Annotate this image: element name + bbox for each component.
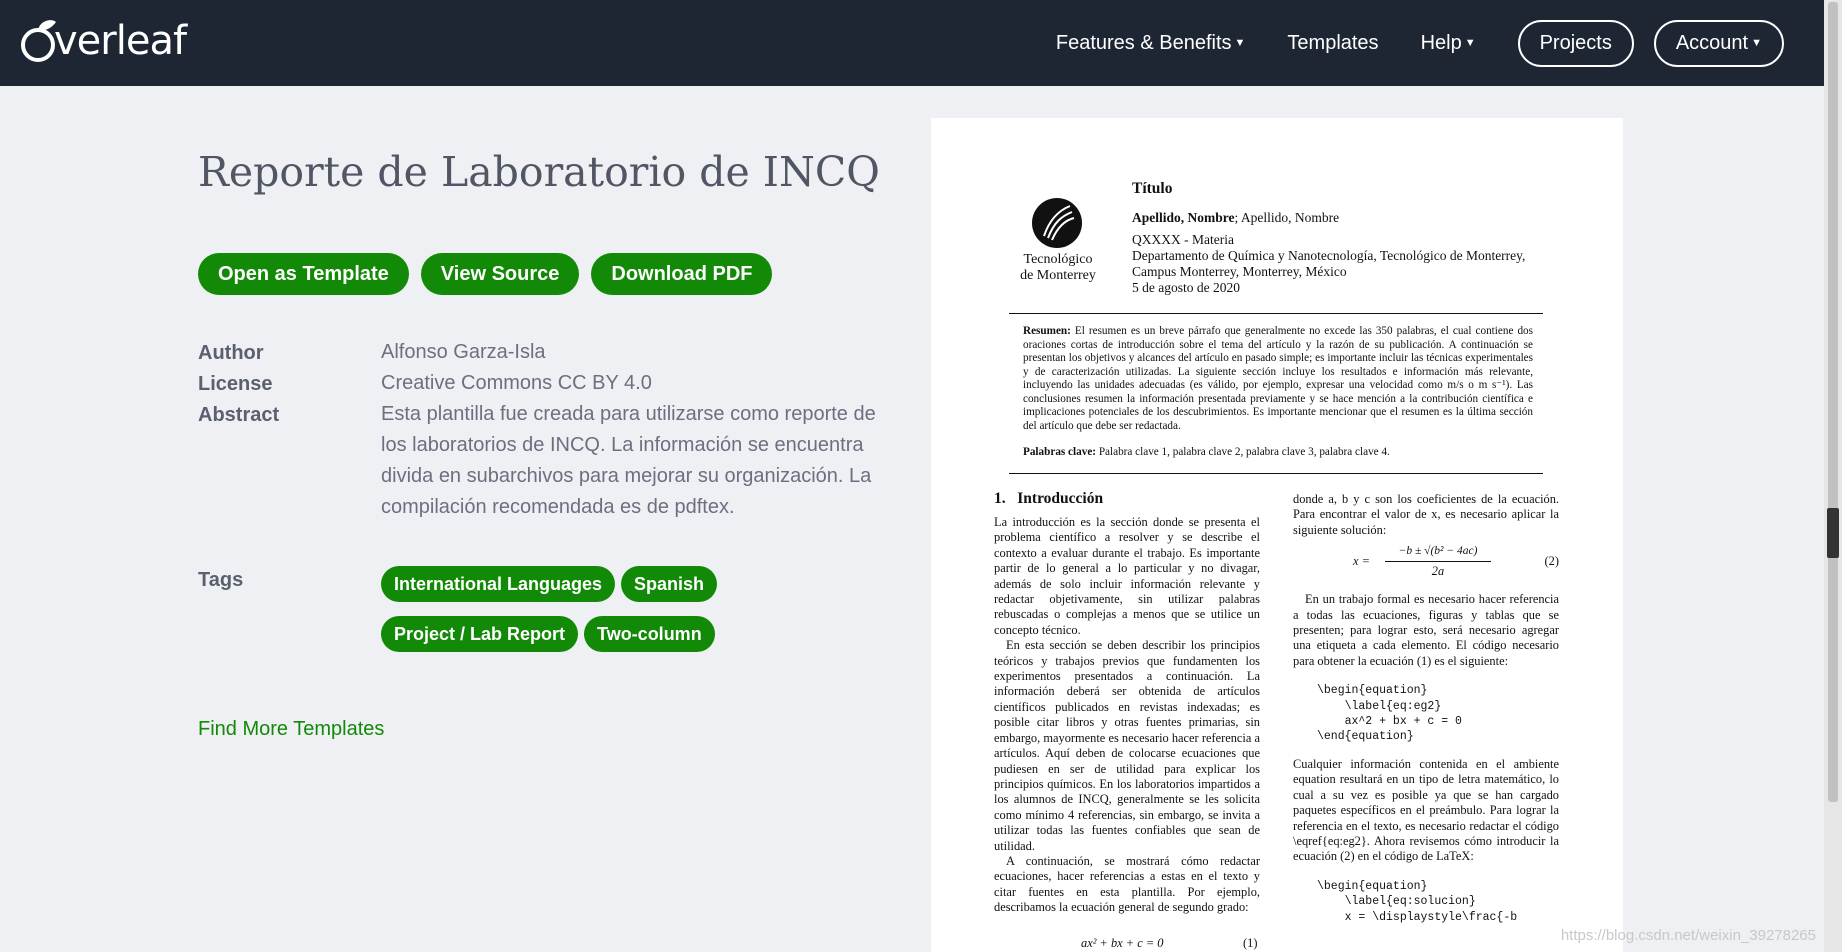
nav-help[interactable] — [1421, 32, 1476, 55]
code-line: \label{eq:solucion} — [1317, 895, 1476, 909]
code-line: \end{equation} — [1317, 730, 1414, 744]
nav-features[interactable] — [1056, 32, 1246, 55]
rule-bottom — [1009, 473, 1543, 474]
view-source-button[interactable]: View Source — [421, 253, 580, 295]
abstract-label: Abstract — [198, 404, 280, 426]
paper-title: Título — [1132, 180, 1173, 197]
tag-international-languages[interactable]: International Languages — [381, 566, 615, 602]
eq2-fraction-bar — [1385, 561, 1491, 562]
license-value: Creative Commons CC BY 4.0 — [381, 372, 652, 394]
page-scrollbar[interactable] — [1824, 0, 1842, 952]
intro-paragraph-1: La introducción es la sección donde se presenta el problema científico a resolver y se describe el contexto a evaluar durante el trabajo. Es importante partir de lo general a lo particular y no divagar, además de solo incluir información relevante y redactar objetivamente, sin utilizar palabras rebuscadas o complejas a menos que se utilice un concepto técnico. — [994, 515, 1260, 637]
code-line: ax^2 + bx + c = 0 — [1317, 715, 1462, 729]
code-line: x = \displaystyle\frac{-b — [1317, 910, 1518, 924]
right-paragraph-1: donde a, b y c son los coeficientes de la ecuación. Para encontrar el valor de x, es necesario aplicar la siguiente solución: — [1293, 492, 1559, 537]
find-more-templates-link[interactable]: Find More Templates — [198, 718, 385, 740]
code-block-2 — [1317, 879, 1559, 925]
dept-line-2: Campus Monterrey, Monterrey, México — [1132, 264, 1347, 279]
tec-logo-icon — [1030, 196, 1084, 250]
overleaf-logo[interactable] — [18, 18, 186, 64]
author-label: Author — [198, 342, 264, 364]
nav-templates[interactable]: Templates — [1287, 31, 1379, 54]
page-title: Reporte de Laboratorio de INCQ — [198, 148, 880, 196]
projects-button[interactable]: Projects — [1518, 20, 1634, 67]
open-as-template-button[interactable]: Open as Template — [198, 253, 409, 295]
paper-authors — [1132, 210, 1339, 226]
account-button[interactable] — [1654, 20, 1784, 67]
equation-2 — [1293, 538, 1559, 592]
authors-rest: ; Apellido, Nombre — [1234, 210, 1340, 225]
keywords-head: Palabras clave: — [1023, 446, 1097, 458]
section-heading — [994, 490, 1103, 508]
eq2-denominator: 2a — [1431, 564, 1445, 579]
left-column — [994, 515, 1260, 916]
leaf-o-icon — [18, 18, 58, 64]
tag-list — [381, 566, 901, 666]
license-label: License — [198, 373, 273, 395]
section-title: Introducción — [1017, 490, 1104, 507]
right-paragraph-3: Cualquier información contenida en el ambiente equation resultará en un tipo de letra matemático, lo cual a su vez es posible ya que se han cargado paquetes específicos en el preámbulo. Para lograr la referencia en el texto, es necesario redactar el código \eqref{eq:eg2}. Ahora revisemos cómo introducir la ecuación (2) en el código de LaTeX: — [1293, 756, 1559, 864]
code-line: \begin{equation} — [1317, 684, 1428, 698]
tag-two-column[interactable]: Two-column — [584, 616, 715, 652]
dept-line-1: Departamento de Química y Nanotecnología, Tecnológico de Monterrey, — [1132, 248, 1526, 263]
author-value: Alfonso Garza-Isla — [381, 341, 546, 363]
abstract-head: Resumen: — [1023, 325, 1071, 337]
watermark: https://blog.csdn.net/weixin_39278265 — [1560, 927, 1816, 944]
code-line: \begin{equation} — [1317, 879, 1428, 893]
abstract-value: Esta plantilla fue creada para utilizarse como reporte de los laboratorios de INCQ. La información se encuentra divida en subarchivos para mejorar su organización. La compilación recomendada es de pdftex. — [381, 403, 876, 518]
scrollbar-thumb[interactable] — [1828, 2, 1838, 802]
section-number: 1. — [994, 490, 1006, 507]
intro-paragraph-2: En esta sección se deben describir los principios teóricos y trabajos previos que fundamenten los experimentos presentados a continuación. La información deberá ser obtenida de artículos científicos publicados en revistas indexadas; es posible citar libros y otras fuentes primarias, sin embargo, mayormente es necesario hacer referencia a artículos. Aquí deben de colocarse ecuaciones que pudiesen en ser de utilidad para explicar los principios químicos. En los laboratorios impartidos a los alumnos de INCQ, generalmente se les solicita como mínimo 4 referencias, sin embargo, se invita a utilizar todas las fuentes confiables que sean de utilidad. — [994, 638, 1260, 853]
course: QXXXX - Materia — [1132, 232, 1234, 247]
paper-date: 5 de agosto de 2020 — [1132, 280, 1240, 295]
account-label: Account — [1675, 31, 1749, 54]
keywords-body: Palabra clave 1, palabra clave 2, palabra clave 3, palabra clave 4. — [1098, 446, 1390, 458]
tag-spanish[interactable]: Spanish — [621, 566, 717, 602]
eq2-numerator: −b ± √(b² − 4ac) — [1398, 545, 1478, 558]
caret-down-icon: ▼ — [1234, 36, 1246, 49]
right-column — [1293, 492, 1559, 925]
nav-features-label: Features & Benefits — [1055, 31, 1232, 54]
download-pdf-button[interactable]: Download PDF — [591, 253, 772, 295]
logo-text: verleaf — [54, 18, 187, 64]
action-buttons — [198, 253, 784, 295]
code-line: \label{eq:eg2} — [1317, 699, 1442, 713]
caret-down-icon: ▼ — [1751, 36, 1762, 49]
eq2-lhs: x = — [1353, 554, 1370, 569]
code-block-1 — [1317, 683, 1559, 745]
paper-affiliation — [1132, 232, 1572, 296]
top-navbar — [0, 0, 1824, 86]
right-paragraph-2: En un trabajo formal es necesario hacer referencia a todas las ecuaciones, figuras y tablas que se presenten; para lograr esto, será necesario agregar una etiqueta a cada elemento. El código necesario para obtener la ecuación (1) es el siguiente: — [1293, 592, 1559, 668]
rule-top — [1009, 313, 1543, 314]
pdf-preview[interactable] — [931, 118, 1623, 952]
intro-paragraph-3: A continuación, se mostrará cómo redactar ecuaciones, hacer referencias a estas en el texto y citar fuentes en esta plantilla. Por ejemplo, describamos la ecuación general de segundo grado: — [994, 853, 1260, 915]
equation-1-number: (1) — [1243, 936, 1258, 950]
nav-help-label: Help — [1420, 31, 1462, 54]
tec-logo-text — [1011, 252, 1105, 284]
tags-label: Tags — [198, 569, 244, 591]
abstract-body: El resumen es un breve párrafo que generalmente no excede las 350 palabras, el cual contiene dos oraciones cortas de introducción sobre el tema del artículo y la razón de su publicación. A continuación se presentan los objetivos y alcances del artículo en pasado simple; es importante incluir las técnicas experimentales y de caracterización utilizadas. La siguiente sección incluye los resultados e información más relevante, incluyendo las unidades adecuadas (es válido, por ejemplo, expresar una velocidad como m/s o m s⁻¹). Las conclusiones resumen la información presentada previamente y se hace mención a la contribución científica e implicaciones potenciales de los descubrimientos. Es importante mencionar que el resumen es la última sección del artículo que debe ser redactada. — [1023, 325, 1534, 432]
paper-keywords — [1023, 446, 1390, 458]
tag-project-lab-report[interactable]: Project / Lab Report — [381, 616, 578, 652]
logo-line-1: Tecnológico — [1023, 252, 1093, 267]
logo-line-2: de Monterrey — [1020, 268, 1096, 283]
paper-abstract — [1023, 325, 1533, 433]
equation-1: ax² + bx + c = 0 — [1081, 936, 1164, 950]
scroll-marker — [1827, 508, 1839, 558]
authors-bold: Apellido, Nombre — [1132, 210, 1235, 225]
main-nav — [1014, 20, 1784, 66]
eq2-number: (2) — [1544, 554, 1559, 569]
caret-down-icon: ▼ — [1464, 36, 1476, 49]
